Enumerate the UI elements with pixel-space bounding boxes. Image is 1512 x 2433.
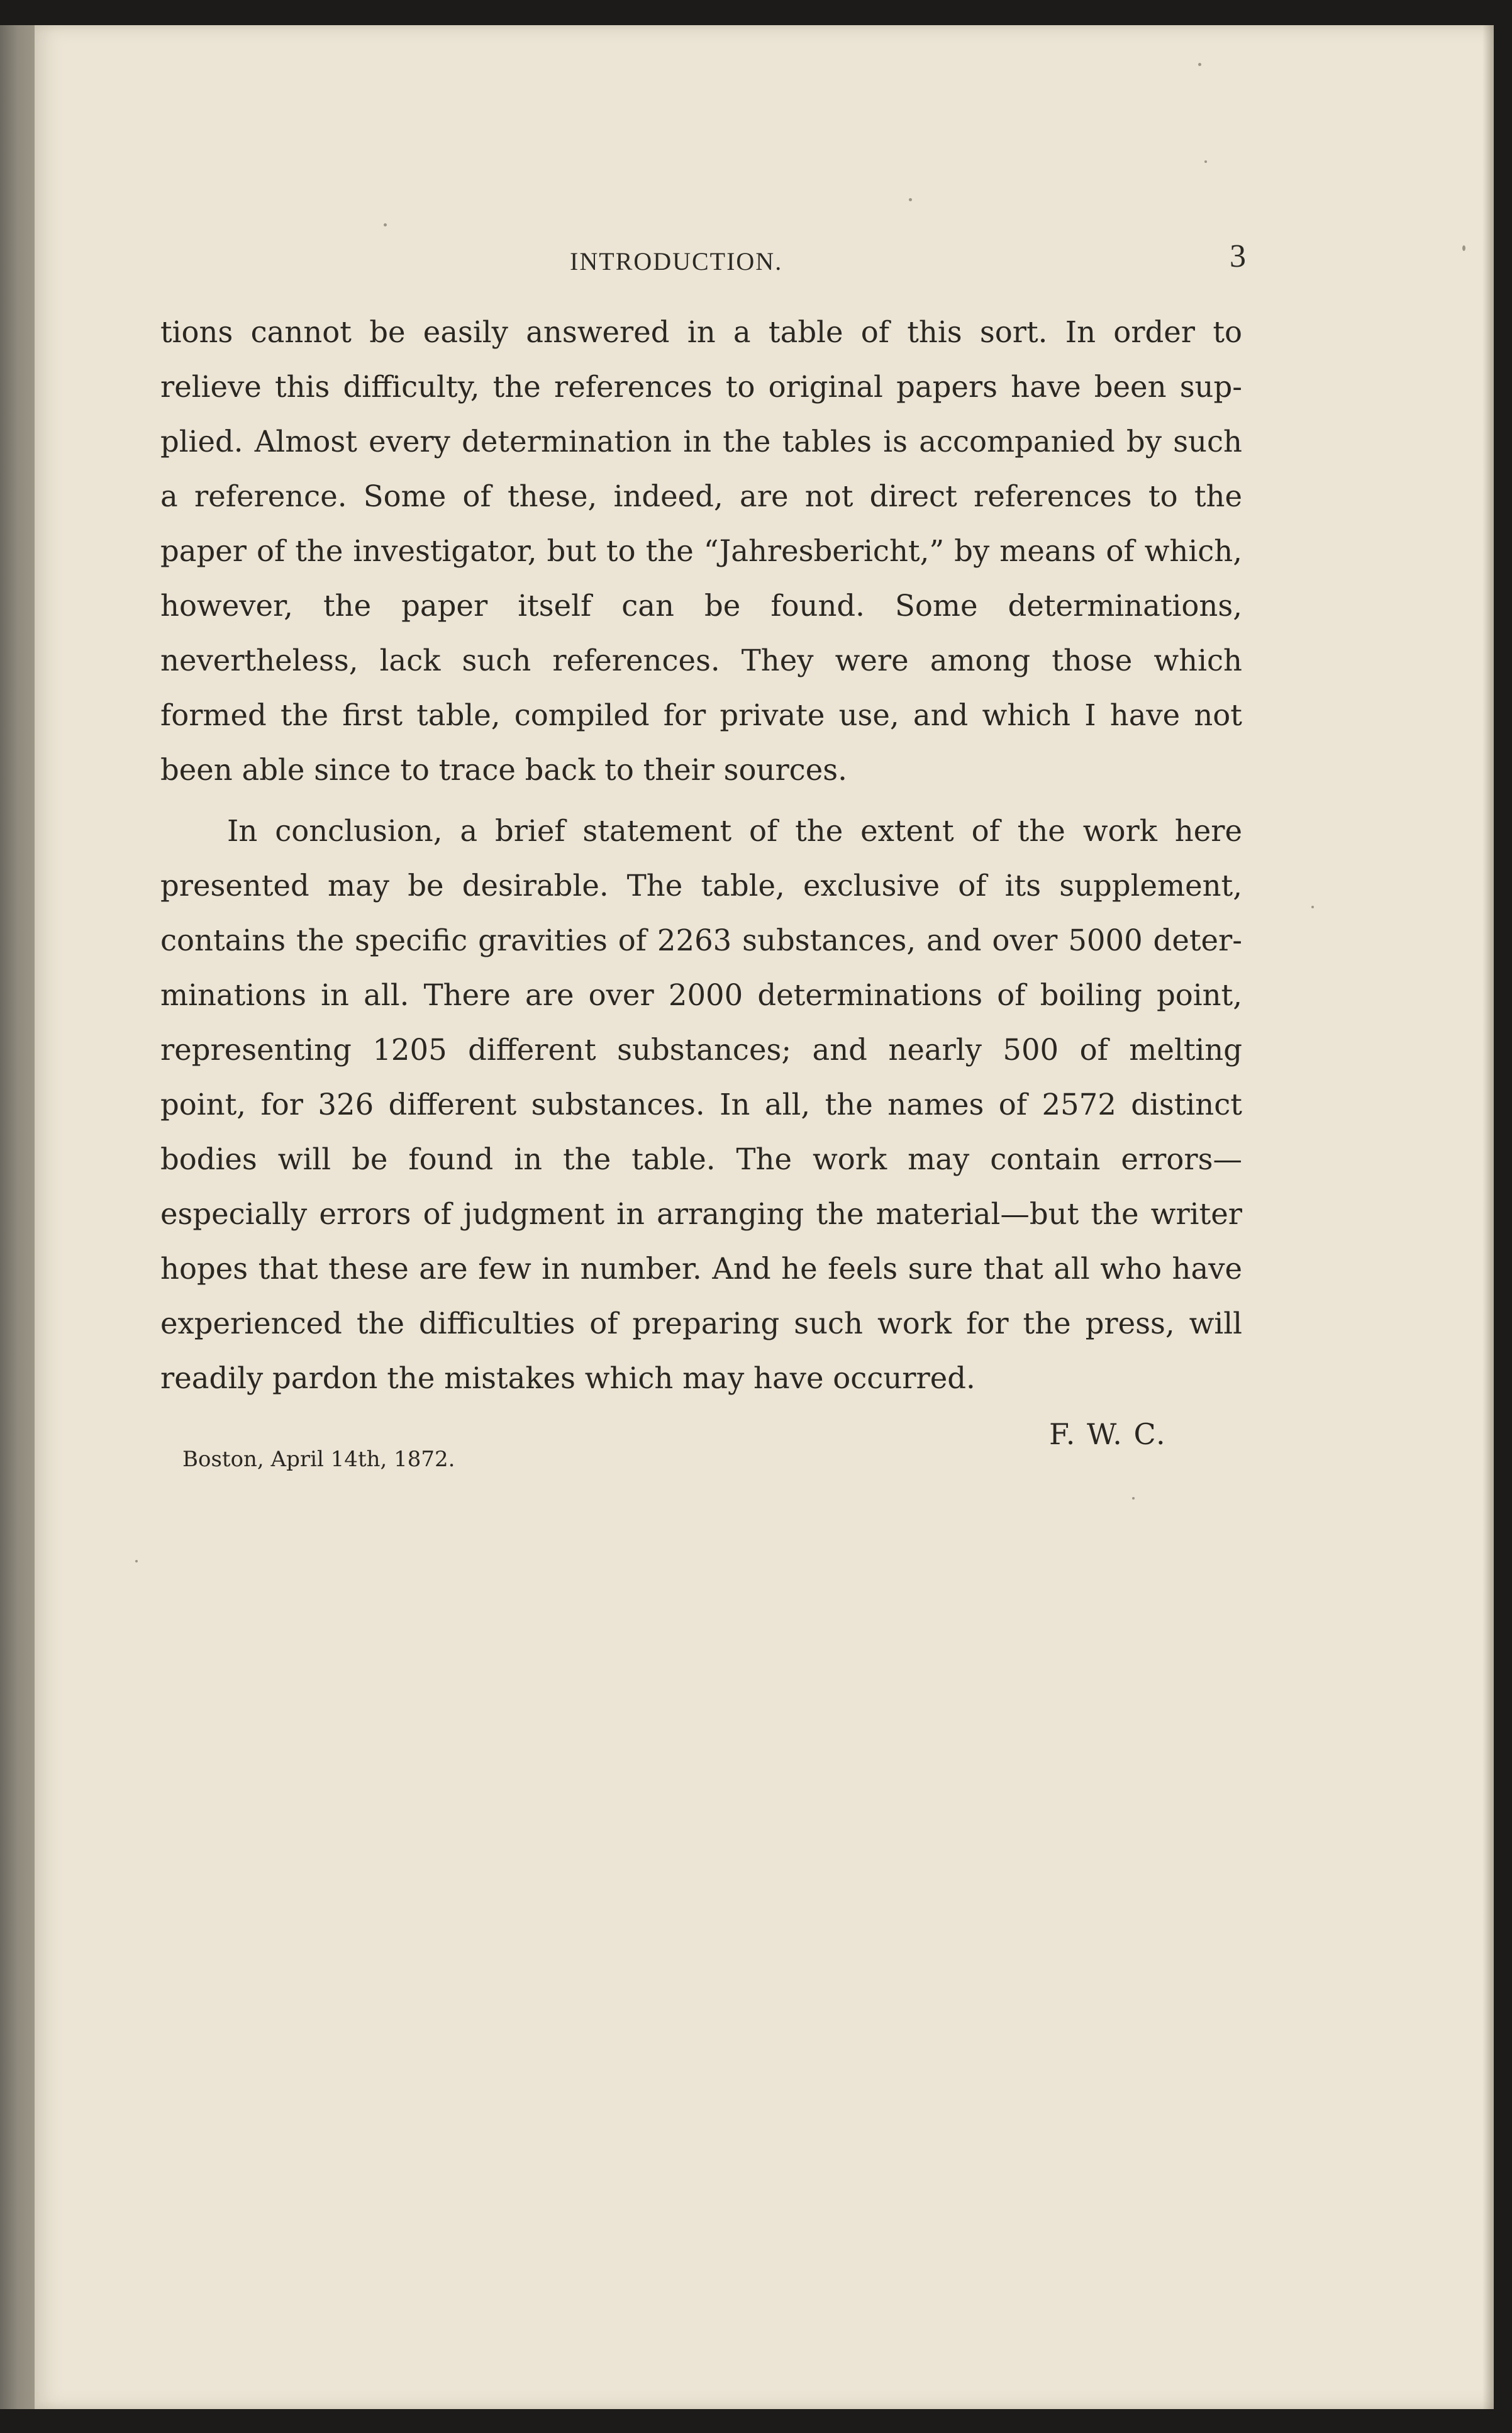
paragraph: In conclusion, a brief statement of the extent of the work here presented may be desirable. The table, exclusive of its supplement, contains the specific gravities of 2263 substances, and over 5000 determinations in all. There are over 2000 determinations of boiling point, representing 1205 different substances; and nearly 500 of melting point, for 326 different substances. In all, the names of 2572 distinct bodies will be found in the table. The work may contain errors—especially errors of judgment in arranging the material—but the writer hopes that these are few in number. And he feels sure that all who have experienced the difficulties of preparing such work for the press, will readily pardon the mistakes which may have occurred. xyxy=(160,814,1242,1395)
running-title: INTRODUCTION. xyxy=(570,247,783,276)
paper-speck xyxy=(1311,906,1314,908)
paper-speck xyxy=(384,223,387,226)
paper-speck xyxy=(1132,1497,1135,1500)
running-head xyxy=(0,233,1512,296)
paper-speck xyxy=(1204,160,1207,163)
paragraph: tions cannot be easily answered in a table of this sort. In order to relieve this difficulty, the references to original papers have been supplied. Almost every determination in the tables is accompanied by such a reference. Some of these, indeed, are not direct references to the paper of the investigator, but to the “Jahresbericht,” by means of which, however, the paper itself can be found. Some determinations, nevertheless, lack such references. They were among those which formed the first table, compiled for private use, and which I have not been able since to trace back to their sources. xyxy=(160,315,1242,787)
place-date-line: Boston, April 14th, 1872. xyxy=(182,1447,455,1472)
paper-speck xyxy=(909,198,912,201)
body-text xyxy=(160,305,1242,1406)
paper-speck xyxy=(1198,63,1201,66)
paper-speck xyxy=(135,1560,138,1562)
author-initials: F. W. C. xyxy=(1049,1417,1167,1451)
page-number: 3 xyxy=(1230,238,1246,274)
